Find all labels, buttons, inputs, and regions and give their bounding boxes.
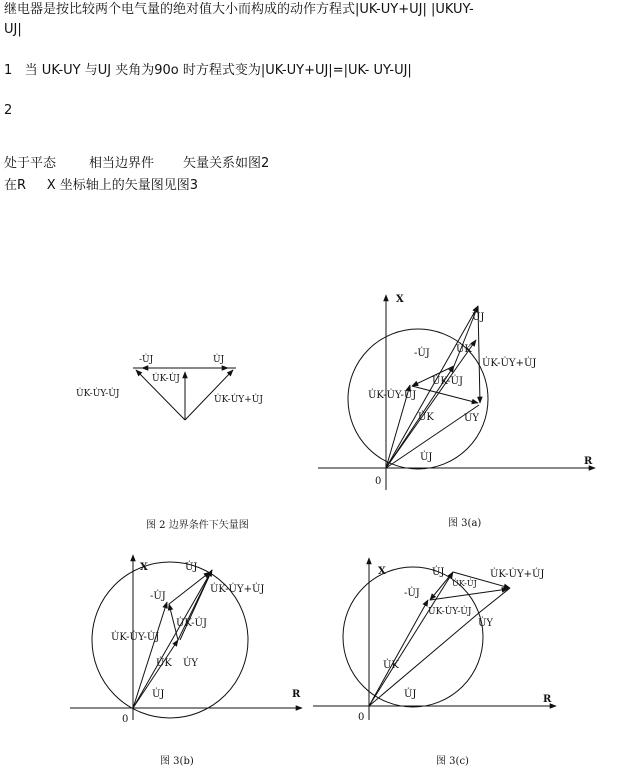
fig3b-label-uk-uy-uj: U̇K-U̇Y+U̇J: [210, 584, 265, 595]
text-line-1: 继电器是按比较两个电气量的绝对值大小而构成的动作方程式|UK-UY+UJ| |UKUY-: [4, 2, 474, 17]
fig3b-label-x: X: [140, 562, 148, 573]
figure-2: [133, 368, 236, 420]
text-line-5: 处于平态 相当边界件 矢量关系如图2: [4, 156, 270, 171]
fig2-label-left: U̇K-U̇Y-U̇J: [76, 389, 120, 399]
fig3a-label-uy: U̇Y: [464, 413, 480, 424]
fig3c-label-neg-uj: -U̇J: [404, 588, 420, 599]
fig3a-label-uk-uy-uj: U̇K-U̇Y+U̇J: [482, 358, 537, 369]
fig2-label-uj: U̇J: [213, 355, 225, 365]
fig3b-label-uj-bottom: U̇J: [152, 689, 165, 700]
fig3b-label-uk: U̇K: [156, 658, 172, 669]
fig3c-left-arrow: [369, 600, 428, 706]
fig2-label-right: U̇K-U̇Y+U̇J: [214, 395, 263, 405]
fig3b-label-o: 0: [122, 714, 129, 725]
fig3a-mid-arrow: [412, 386, 478, 403]
fig3b-label-uk-uj: U̇K-U̇J: [176, 618, 207, 629]
fig3b-uy-line: [180, 570, 212, 640]
text-line-4: 2: [4, 103, 13, 118]
fig3c-label-x: X: [378, 566, 386, 577]
fig3c-label-uk: U̇K: [383, 660, 399, 671]
fig3c-label-uj-bottom: U̇J: [404, 689, 417, 700]
fig3a-label-r: R: [584, 456, 593, 467]
fig3b-label-r: R: [292, 689, 301, 700]
fig3a-label-neg-uj: -U̇J: [414, 348, 430, 359]
fig3a-label-uk-sq: U̇K: [456, 344, 472, 355]
figure-3a: [318, 295, 595, 490]
fig3c-label-o: 0: [358, 712, 365, 723]
fig2-label-neg-uj: -U̇J: [139, 355, 154, 365]
fig3a-label-o: 0: [375, 476, 382, 487]
fig3a-uk-uy-uj-arrow: [386, 340, 476, 468]
text-line-3: 1 当 UK-UY 与UJ 夹角为90o 时方程式变为|UK-UY+UJ|=|UK- UY-UJ|: [4, 63, 412, 78]
fig3a-caption: 图 3(a): [448, 518, 482, 529]
fig3a-label-uj-bottom: U̇J: [420, 452, 433, 463]
fig2-caption: 图 2 边界条件下矢量图: [146, 520, 249, 531]
text-line-6: 在R X 坐标轴上的矢量图见图3: [4, 178, 199, 193]
fig3c-uy-base: [369, 612, 480, 706]
fig3c-label-uy: U̇Y: [478, 618, 494, 629]
fig3a-label-left: U̇K-U̇Y-U̇J: [368, 390, 417, 401]
text-line-2: UJ|: [4, 22, 22, 37]
fig3a-label-x: X: [396, 294, 404, 305]
fig3b-caption: 图 3(b): [160, 756, 194, 767]
fig3a-label-uj-top: U̇J: [472, 312, 485, 323]
fig3c-label-uj-top: U̇J: [432, 567, 445, 578]
fig3b-label-uy: U̇Y: [183, 658, 199, 669]
fig3b-label-left: U̇K-U̇Y-U̇J: [111, 632, 160, 643]
fig3a-label-uk: U̇K: [418, 412, 434, 423]
fig3c-label-left: U̇K-U̇Y-U̇J: [428, 607, 472, 617]
fig3c-caption: 图 3(c): [436, 756, 469, 767]
fig3a-label-uk-uj: U̇K-U̇J: [432, 376, 463, 387]
fig3c-label-uk-uy-uj: U̇K-U̇Y+U̇J: [490, 569, 545, 580]
fig3c-label-r: R: [543, 694, 552, 705]
figure-3c: [313, 558, 556, 720]
fig3c-uy-line: [480, 588, 510, 612]
fig3c-label-uk-uj: U̇K-U̇J: [452, 579, 477, 588]
fig3b-label-neg-uj: -U̇J: [150, 591, 166, 602]
fig3b-label-uj-top: U̇J: [185, 562, 198, 573]
fig2-label-uk-uj: U̇K-U̇J: [152, 374, 180, 384]
figure-3b: [70, 555, 302, 720]
